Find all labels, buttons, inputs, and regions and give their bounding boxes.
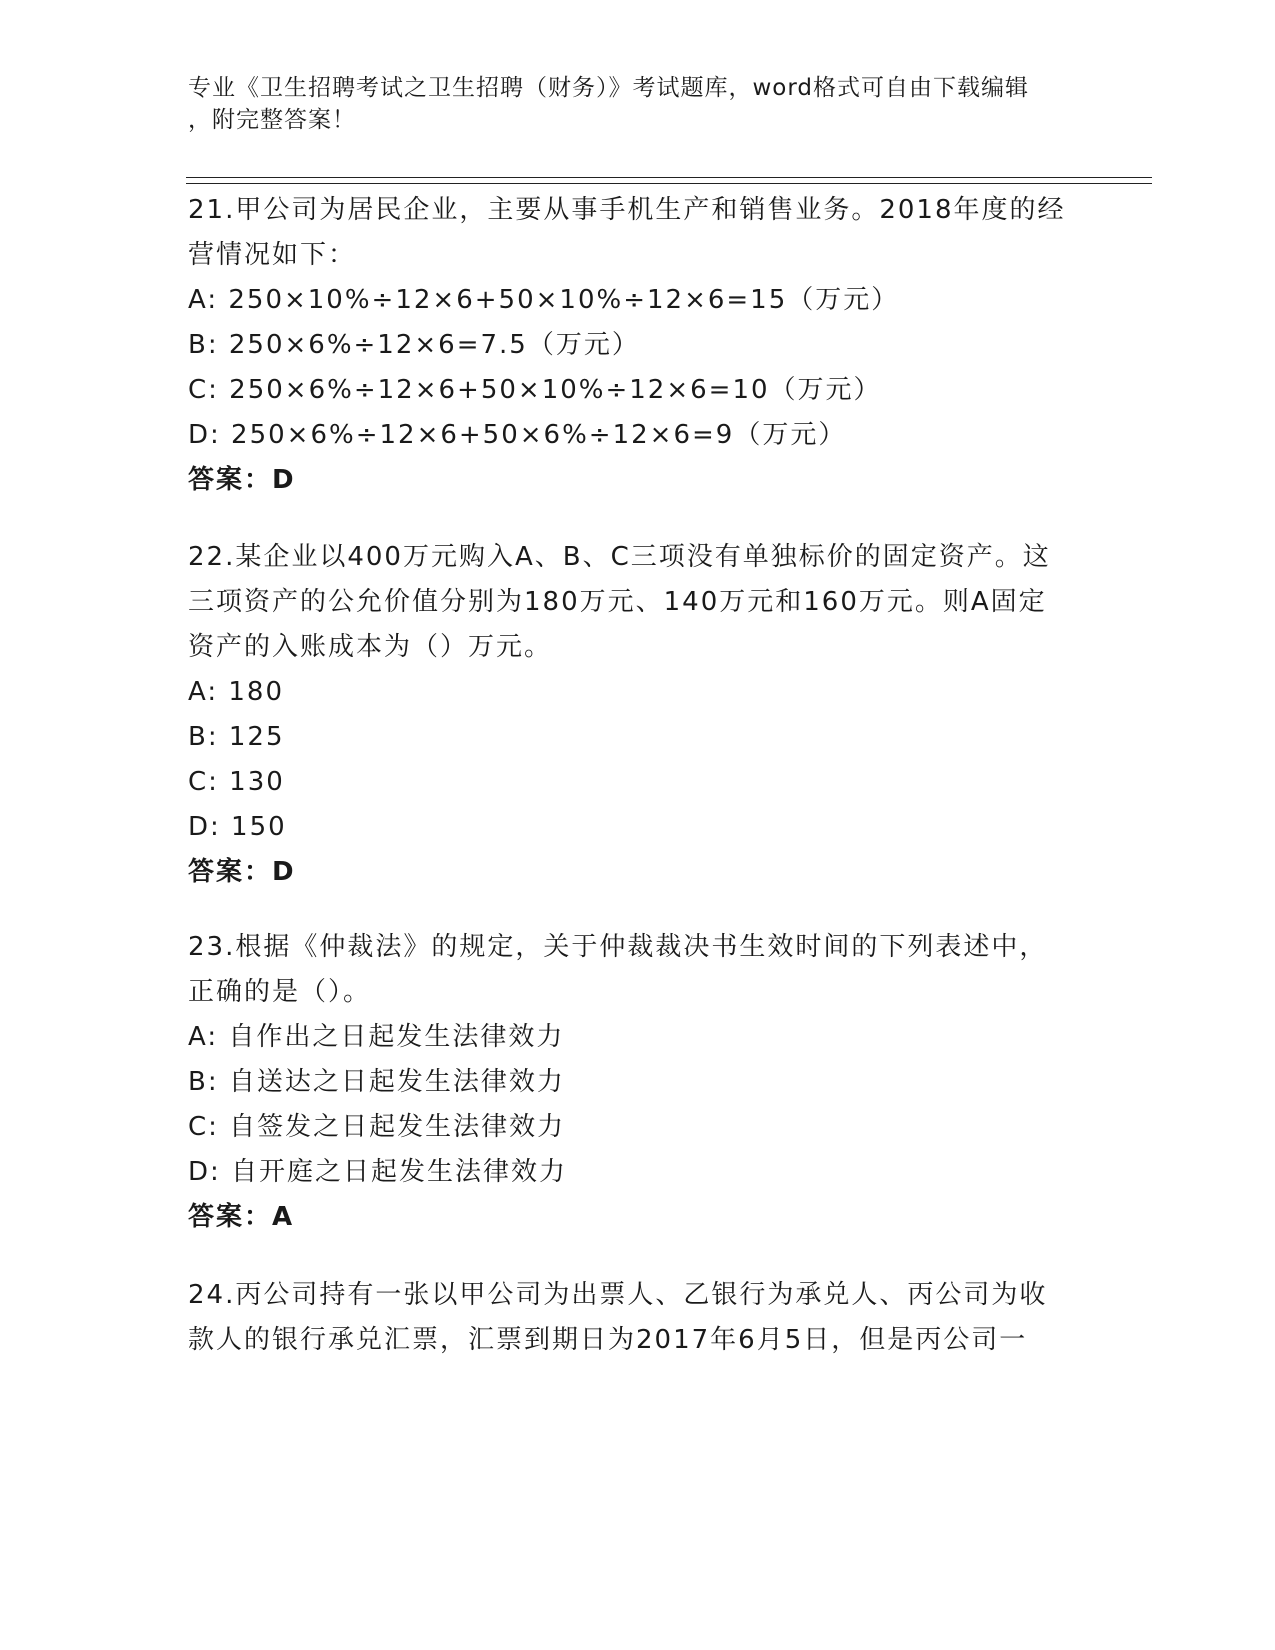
document-header [188,72,1088,136]
stem-line: 23.根据《仲裁法》的规定，关于仲裁裁决书生效时间的下列表述中， [188,932,1048,962]
option-d: D: 自开庭之日起发生法律效力 [188,1157,568,1187]
option-c: C: 130 [188,767,285,797]
question-stem [188,535,1088,670]
header-divider-top [186,177,1152,178]
question-stem [188,925,1088,1015]
stem-line: 三项资产的公允价值分别为180万元、140万元和160万元。则A固定 [188,587,1047,617]
question-24 [188,1273,1088,1363]
option-b: B: 125 [188,722,285,752]
answer: 答案：A [188,1202,295,1232]
option-a: A: 180 [188,677,284,707]
question-stem [188,1273,1088,1363]
header-divider-bottom [186,183,1152,184]
stem-line: 24.丙公司持有一张以甲公司为出票人、乙银行为承兑人、丙公司为收 [188,1280,1048,1310]
answer: 答案：D [188,465,296,495]
option-d: D: 150 [188,812,287,842]
stem-line: 营情况如下： [188,240,357,270]
stem-line: 资产的入账成本为（）万元。 [188,632,553,662]
option-b: B: 自送达之日起发生法律效力 [188,1067,565,1097]
question-stem [188,188,1088,278]
stem-line: 21.甲公司为居民企业，主要从事手机生产和销售业务。2018年度的经 [188,195,1066,225]
header-line-1: 专业《卫生招聘考试之卫生招聘（财务）》考试题库，word格式可自由下载编辑 [188,75,1030,101]
stem-line: 22.某企业以400万元购入A、B、C三项没有单独标价的固定资产。这 [188,542,1051,572]
option-b: B: 250×6%÷12×6=7.5（万元） [188,330,640,360]
stem-line: 款人的银行承兑汇票，汇票到期日为2017年6月5日，但是丙公司一 [188,1325,1028,1355]
question-22 [188,535,1088,895]
question-21 [188,188,1088,503]
option-c: C: 250×6%÷12×6+50×10%÷12×6=10（万元） [188,375,882,405]
question-23 [188,925,1088,1240]
option-d: D: 250×6%÷12×6+50×6%÷12×6=9（万元） [188,420,847,450]
answer: 答案：D [188,857,296,887]
stem-line: 正确的是（）。 [188,977,372,1007]
option-c: C: 自签发之日起发生法律效力 [188,1112,566,1142]
option-a: A: 自作出之日起发生法律效力 [188,1022,565,1052]
header-line-2: ，附完整答案！ [188,107,356,133]
option-a: A: 250×10%÷12×6+50×10%÷12×6=15（万元） [188,285,900,315]
